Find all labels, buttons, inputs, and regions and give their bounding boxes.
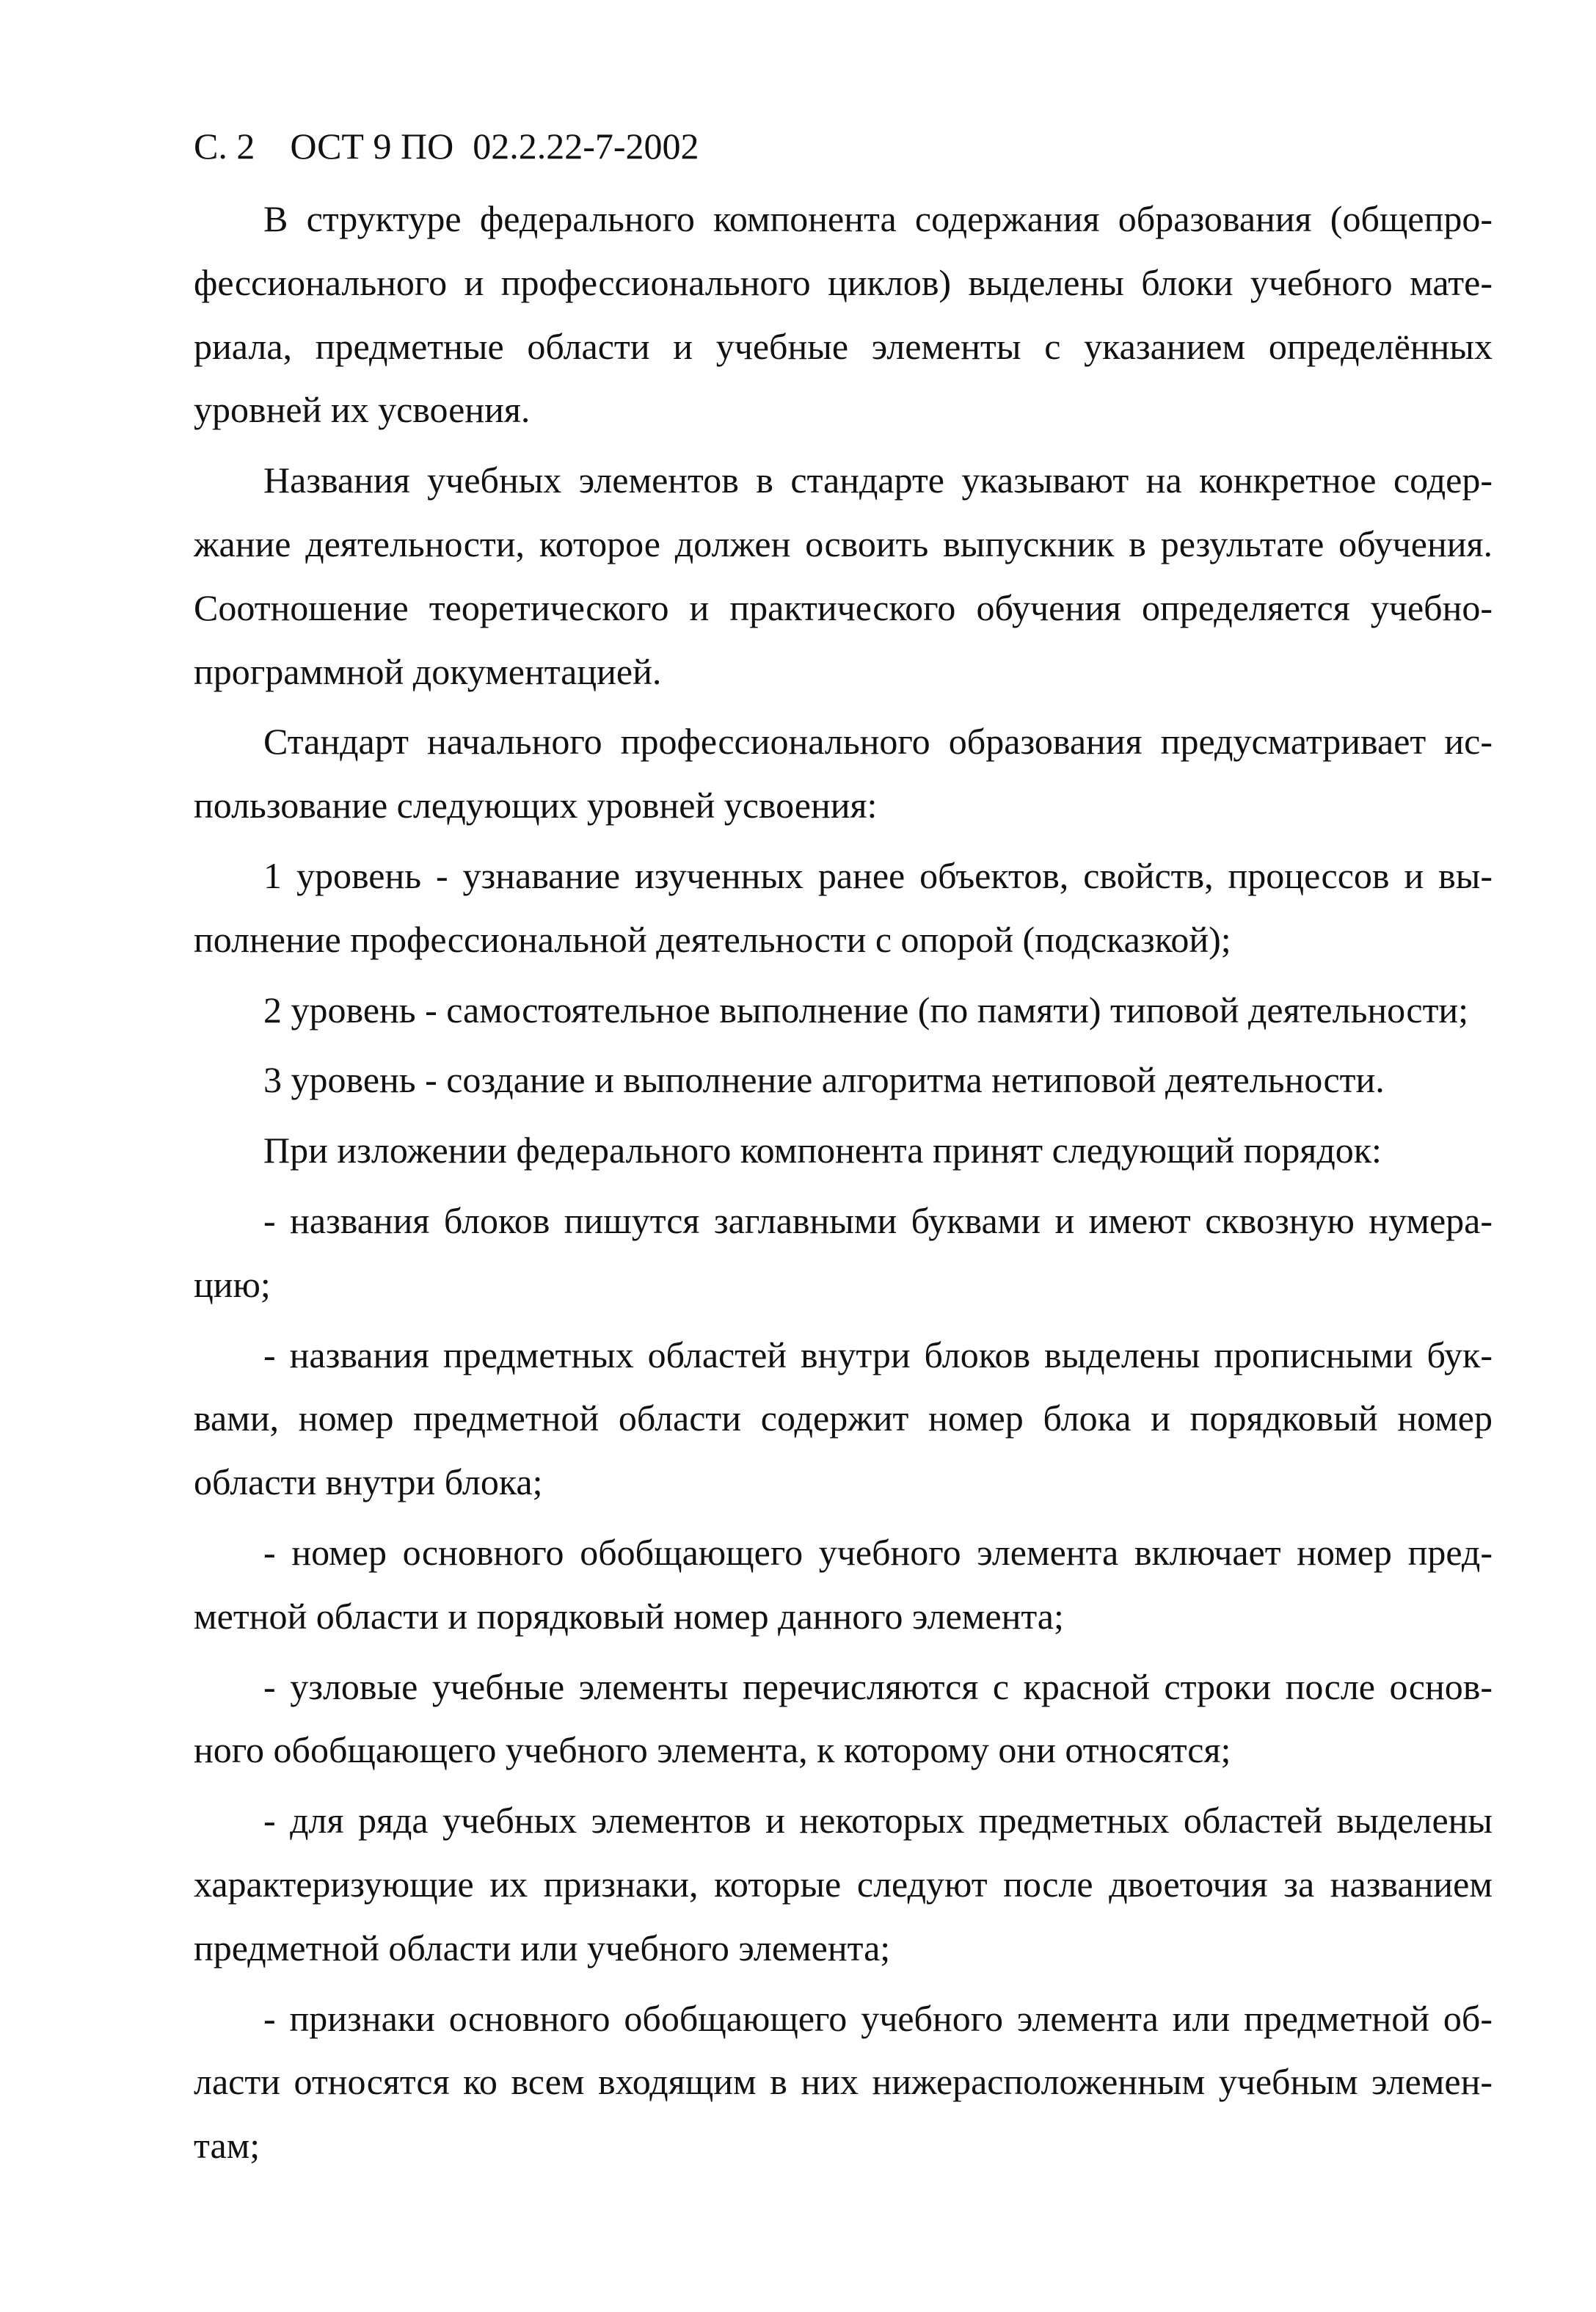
list-item-feature-scope: - признаки основного обобщающего учебного элемента или предметной области относятся ко всем входящим в них нижерасположенным учебным элементам;: [194, 1997, 1493, 2167]
list-item-element-number: - номер основного обобщающего учебного элемента включает номер предметной области и порядковый номер данного элемента;: [194, 1531, 1493, 1637]
page-header: [194, 120, 699, 172]
standard-designation: ОСТ 9 ПО: [290, 126, 454, 167]
paragraph-element-names: Названия учебных элементов в стандарте указывают на конкретное содержание деятельности, которое должен освоить выпускник в результате обучения. Соотношение теоретического и практического обучения определяется учебно-программной документацией.: [194, 459, 1493, 692]
list-item-block-names: - названия блоков пишутся заглавными буквами и имеют сквозную нумерацию;: [194, 1199, 1493, 1305]
standard-number: 02.2.22-7-2002: [473, 126, 699, 167]
paragraph-level-3: 3 уровень - создание и выполнение алгоритма нетиповой деятельности.: [263, 1059, 1385, 1101]
paragraph-order-intro: При изложении федерального компонента принят следующий порядок:: [263, 1130, 1382, 1171]
paragraph-level-2: 2 уровень - самостоятельное выполнение (по памяти) типовой деятельности;: [263, 989, 1469, 1030]
page-number: С. 2: [194, 126, 255, 167]
paragraph-levels-intro: Стандарт начального профессионального образования предусматривает использование следующих уровней усвоения:: [194, 721, 1493, 826]
paragraph-structure: В структуре федерального компонента содержания образования (общепрофессионального и профессионального циклов) выделены блоки учебного материала, предметные области и учебные элементы с указанием определённых уровней их усвоения.: [194, 198, 1493, 431]
list-item-subject-areas: - названия предметных областей внутри блоков выделены прописными буквами, номер предметной области содержит номер блока и порядковый номер области внутри блока;: [194, 1334, 1493, 1503]
body-text: [194, 187, 1493, 2184]
list-item-node-elements: - узловые учебные элементы перечисляются с красной строки после основного обобщающего учебного элемента, к которому они относятся;: [194, 1665, 1493, 1771]
paragraph-level-1: 1 уровень - узнавание изученных ранее объектов, свойств, процессов и выполнение профессиональной деятельности с опорой (подсказкой);: [194, 854, 1493, 960]
list-item-features: - для ряда учебных элементов и некоторых предметных областей выделены характеризующие их признаки, которые следуют после двоеточия за названием предметной области или учебного элемента;: [194, 1800, 1493, 1969]
